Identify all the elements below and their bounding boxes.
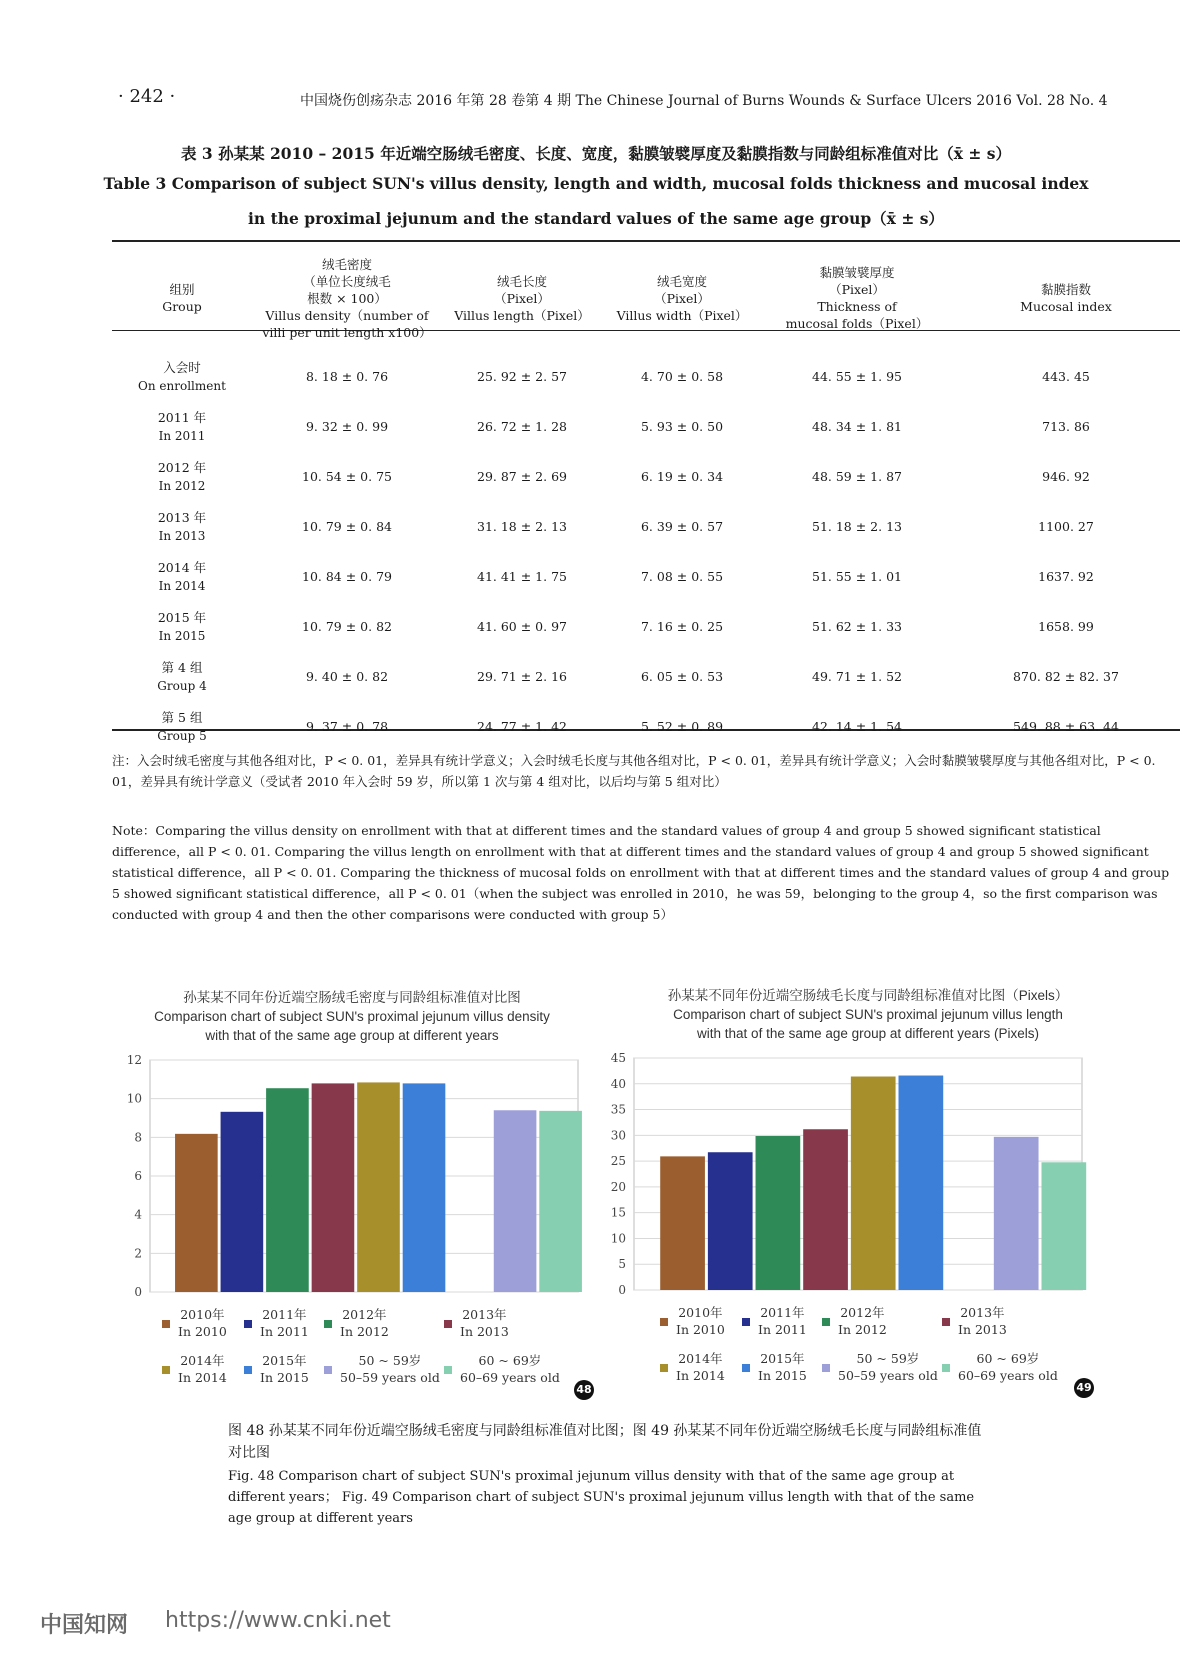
group-cn: 第 4 组	[161, 660, 203, 675]
group-cell	[112, 552, 252, 602]
column-header-line: Villus length（Pixel）	[454, 307, 590, 323]
chart49-ytick-label: 45	[610, 1051, 626, 1065]
chart49-legend-label-cn: 2011年	[760, 1305, 805, 1320]
value-cell-thickness: 44. 55 ± 1. 95	[812, 369, 902, 384]
value-cell-thickness: 48. 59 ± 1. 87	[812, 469, 902, 484]
group-cn: 2014 年	[157, 560, 207, 575]
chart49-plot	[596, 1048, 1096, 1328]
value-cell-width: 7. 16 ± 0. 25	[640, 619, 724, 634]
chart49-ytick-label: 5	[618, 1257, 626, 1272]
value-cell-density: 9. 37 ± 0. 78	[305, 719, 389, 734]
table-title-en-line2: in the proximal jejunum and the standard values of the same age group（x̄ ± s）	[248, 209, 944, 228]
chart48-legend-label-en: In 2013	[460, 1324, 509, 1339]
value-cell-thickness: 51. 18 ± 2. 13	[812, 519, 902, 534]
value-cell-width: 6. 19 ± 0. 34	[640, 469, 724, 484]
group-cell	[112, 452, 252, 502]
chart49-legend-label-cn: 2012年	[840, 1305, 885, 1320]
chart49-legend-label	[758, 1350, 807, 1384]
chart49-legend-label-en: In 2015	[758, 1368, 807, 1383]
column-header-3	[602, 244, 762, 352]
value-cell-width: 5. 52 ± 0. 89	[640, 719, 724, 734]
value-cell-length: 41. 41 ± 1. 75	[477, 569, 567, 584]
value-cell-thickness: 51. 62 ± 1. 33	[812, 619, 902, 634]
group-en: On enrollment	[138, 379, 226, 393]
chart48-legend-swatch	[244, 1320, 252, 1328]
group-cell	[112, 602, 252, 652]
table-row	[112, 602, 1180, 652]
chart48-title-en-1: Comparison chart of subject SUN's proximal jejunum villus density	[154, 1009, 550, 1024]
value-cell-thickness: 42. 14 ± 1. 54	[812, 719, 902, 734]
chart49-legend-label-en: In 2011	[758, 1322, 807, 1337]
chart49-ytick-label: 0	[618, 1283, 626, 1297]
column-header-line: 黏膜皱襞厚度	[819, 265, 895, 280]
chart49-legend-swatch	[942, 1318, 950, 1326]
chart48-legend-label-cn: 2012年	[342, 1307, 387, 1322]
table-row	[112, 502, 1180, 552]
watermark-url[interactable]: https://www.cnki.net	[165, 1608, 391, 1633]
chart49-legend-label	[838, 1304, 887, 1338]
group-cell	[112, 502, 252, 552]
chart48-legend-label-en: In 2011	[260, 1324, 309, 1339]
chart48-legend-label-en: 50–59 years old	[340, 1370, 440, 1385]
value-cell-index: 549. 88 ± 63. 44	[1013, 719, 1119, 734]
value-cell-width: 4. 70 ± 0. 58	[640, 369, 724, 384]
chart48-title-cn: 孙某某不同年份近端空肠绒毛密度与同龄组标准值对比图	[183, 990, 521, 1005]
group-cn: 第 5 组	[161, 710, 203, 725]
column-header-line: 绒毛宽度	[656, 273, 707, 289]
column-header-line: villi per unit length x100）	[262, 324, 432, 340]
chart48-bar	[403, 1083, 446, 1292]
chart48-legend-swatch	[162, 1366, 170, 1374]
chart48-badge: 48	[574, 1380, 594, 1400]
column-header-line: （Pixel）	[494, 290, 550, 306]
chart48-title-en-2: with that of the same age group at different years	[205, 1028, 499, 1043]
chart48-ytick-label: 6	[134, 1169, 142, 1183]
group-en: Group 4	[157, 679, 207, 693]
chart48-legend-label-cn: 2011年	[262, 1307, 307, 1322]
chart48-legend-swatch	[444, 1366, 452, 1374]
figure-caption-en: Fig. 48 Comparison chart of subject SUN's proximal jejunum villus density with that of the same age group at different years； Fig. 49 Comparison chart of subject SUN's proximal jejunum villus length with that of the same age group at different years	[228, 1469, 975, 1526]
chart49-legend-label-cn: 50 ~ 59岁	[856, 1351, 920, 1366]
chart48-bar	[357, 1082, 400, 1292]
chart49-ytick-label: 30	[610, 1128, 626, 1143]
chart49-legend-label	[676, 1350, 725, 1384]
chart49-bar	[803, 1129, 848, 1290]
chart48-legend-label	[260, 1352, 309, 1386]
value-cell-density: 9. 40 ± 0. 82	[305, 669, 389, 684]
group-en: In 2012	[158, 479, 206, 493]
value-cell-length: 25. 92 ± 2. 57	[477, 369, 567, 384]
chart49-ytick-label: 15	[610, 1205, 626, 1220]
chart48-legend-label	[460, 1352, 560, 1386]
group-en: In 2014	[158, 579, 206, 593]
column-header-line: Villus width（Pixel）	[616, 307, 748, 323]
chart48-legend-label	[340, 1306, 389, 1340]
table-top-rule	[112, 240, 1180, 242]
column-header-1	[252, 244, 442, 352]
chart48-bar	[266, 1088, 309, 1292]
value-cell-index: 1637. 92	[1038, 569, 1094, 584]
column-header-2	[442, 244, 602, 352]
chart48-ytick-label: 2	[134, 1246, 142, 1261]
chart49-bar	[708, 1152, 753, 1290]
value-cell-length: 26. 72 ± 1. 28	[477, 419, 567, 434]
data-table	[112, 244, 1180, 752]
chart48-bar	[539, 1111, 582, 1292]
chart48-legend-swatch	[444, 1320, 452, 1328]
table-row	[112, 402, 1180, 452]
column-header-line: 绒毛长度	[496, 273, 547, 289]
value-cell-index: 443. 45	[1042, 369, 1090, 384]
table-row	[112, 452, 1180, 502]
column-header-line: （单位长度绒毛	[303, 273, 391, 289]
group-cn: 入会时	[163, 360, 201, 375]
chart48-legend-label-en: 60–69 years old	[460, 1370, 560, 1385]
chart48-legend-label-cn: 50 ~ 59岁	[358, 1353, 422, 1368]
group-cn: 2011 年	[157, 410, 207, 425]
column-header-line: 根数 × 100）	[307, 290, 387, 306]
table-title-en-line1: Table 3 Comparison of subject SUN's villus density, length and width, mucosal folds thickness and mucosal index	[103, 174, 1089, 193]
group-cell	[112, 402, 252, 452]
chart48-legend-label-cn: 2014年	[180, 1353, 225, 1368]
chart49-legend-swatch	[742, 1364, 750, 1372]
group-cell	[112, 352, 252, 402]
chart48-ytick-label: 0	[134, 1285, 142, 1299]
value-cell-thickness: 49. 71 ± 1. 52	[812, 669, 902, 684]
chart48-legend-label-cn: 2013年	[462, 1307, 507, 1322]
chart49-title-cn: 孙某某不同年份近端空肠绒毛长度与同龄组标准值对比图（Pixels）	[667, 988, 1069, 1003]
value-cell-density: 10. 84 ± 0. 79	[302, 569, 392, 584]
chart49-legend-label-en: In 2010	[676, 1322, 725, 1337]
chart48-legend-label-cn: 60 ~ 69岁	[478, 1353, 542, 1368]
value-cell-density: 10. 79 ± 0. 84	[302, 519, 392, 534]
chart48-bar	[312, 1083, 355, 1292]
chart49-badge: 49	[1074, 1378, 1094, 1398]
column-header-4	[762, 244, 952, 352]
chart49-legend-label	[838, 1350, 938, 1384]
chart49-bar	[1041, 1162, 1086, 1290]
chart49-ytick-label: 10	[610, 1231, 626, 1246]
chart48-legend-label	[340, 1352, 440, 1386]
chart48-legend-label-cn: 2010年	[180, 1307, 225, 1322]
chart49-legend-label	[676, 1304, 725, 1338]
value-cell-width: 7. 08 ± 0. 55	[640, 569, 724, 584]
table-row	[112, 552, 1180, 602]
chart49-legend-swatch	[942, 1364, 950, 1372]
chart49-legend-swatch	[822, 1364, 830, 1372]
chart49-title-en-1: Comparison chart of subject SUN's proximal jejunum villus length	[673, 1007, 1063, 1022]
value-cell-length: 29. 71 ± 2. 16	[477, 669, 567, 684]
chart49-bar	[756, 1136, 801, 1290]
chart49-ytick-label: 35	[610, 1102, 626, 1117]
chart49-legend-label-cn: 2010年	[678, 1305, 723, 1320]
group-en: In 2011	[158, 429, 206, 443]
chart49-legend-label-en: In 2013	[958, 1322, 1007, 1337]
table-row	[112, 702, 1180, 752]
figure-caption-cn: 图 48 孙某某不同年份近端空肠绒毛密度与同龄组标准值对比图；图 49 孙某某不同年份近端空肠绒毛长度与同龄组标准值对比图	[228, 1423, 982, 1461]
column-header-0	[112, 244, 252, 352]
chart48-legend-swatch	[244, 1366, 252, 1374]
table-note-en: Note：Comparing the villus density on enrollment with that at different times and the standard values of group 4 and group 5 showed significant statistical difference，all P < 0. 01. Comparing the villus length on enrollment with that at different times and the standard values of group 4 and group 5 showed significant statistical difference，all P < 0. 01. Comparing the thickness of mucosal folds on enrollment with that at different times and the standard values of group 4 and group 5 showed significant statistical difference，all P < 0. 01（when the subject was enrolled in 2010，he was 59，belonging to the group 4，so the first comparison was conducted with group 4 and then the other comparisons were conducted with group 5）	[112, 823, 1170, 922]
chart48-ytick-label: 10	[126, 1091, 142, 1106]
value-cell-thickness: 51. 55 ± 1. 01	[812, 569, 902, 584]
value-cell-length: 31. 18 ± 2. 13	[477, 519, 567, 534]
value-cell-length: 41. 60 ± 0. 97	[477, 619, 567, 634]
chart49-ytick-label: 40	[610, 1076, 626, 1091]
chart48-legend-label-en: In 2015	[260, 1370, 309, 1385]
chart49-legend-label	[758, 1304, 807, 1338]
chart48-legend-label-en: In 2012	[340, 1324, 389, 1339]
column-header-line: Thickness of	[817, 299, 897, 314]
chart48-ytick-label: 4	[134, 1207, 142, 1222]
chart48-title	[112, 988, 592, 1045]
chart48-bar	[494, 1110, 537, 1292]
chart49-legend-label-en: 50–59 years old	[838, 1368, 938, 1383]
value-cell-density: 9. 32 ± 0. 99	[305, 419, 389, 434]
value-cell-density: 8. 18 ± 0. 76	[305, 369, 389, 384]
chart49-legend-label-en: 60–69 years old	[958, 1368, 1058, 1383]
value-cell-thickness: 48. 34 ± 1. 81	[812, 419, 902, 434]
column-header-line: 组别	[169, 282, 195, 297]
chart49-legend-label	[958, 1304, 1007, 1338]
chart49-legend-swatch	[660, 1318, 668, 1326]
value-cell-index: 713. 86	[1042, 419, 1090, 434]
chart48-legend-swatch	[162, 1320, 170, 1328]
chart49-bar	[660, 1156, 705, 1290]
chart49-legend-label	[958, 1350, 1058, 1384]
page-number: · 242 ·	[118, 86, 176, 107]
group-cell	[112, 702, 252, 752]
chart48-legend-label-en: In 2010	[178, 1324, 227, 1339]
group-en: In 2013	[158, 529, 206, 543]
table-note-cn: 注：入会时绒毛密度与其他各组对比，P < 0. 01，差异具有统计学意义；入会时绒毛长度与其他各组对比，P < 0. 01，差异具有统计学意义；入会时黏膜皱襞厚度与其他各组对比，P < 0. 01，差异具有统计学意义（受试者 2010 年入会时 59 岁，所以第 1 次与第 4 组对比，以后均与第 5 组对比）	[112, 753, 1156, 789]
value-cell-index: 870. 82 ± 82. 37	[1013, 669, 1119, 684]
chart49-ytick-label: 25	[610, 1154, 626, 1169]
chart49-legend-label-en: In 2012	[838, 1322, 887, 1337]
table-header-row	[112, 244, 1180, 352]
chart49-legend-swatch	[742, 1318, 750, 1326]
chart49-bar	[851, 1077, 896, 1290]
chart48-bar	[221, 1112, 264, 1292]
chart49-title	[598, 986, 1138, 1043]
value-cell-width: 6. 39 ± 0. 57	[640, 519, 724, 534]
column-header-line: （Pixel）	[829, 282, 885, 297]
value-cell-index: 1658. 99	[1038, 619, 1094, 634]
column-header-line: （Pixel）	[654, 290, 710, 306]
chart49-legend-label-cn: 2015年	[760, 1351, 805, 1366]
group-cn: 2012 年	[157, 460, 207, 475]
chart49-legend-label-cn: 2014年	[678, 1351, 723, 1366]
chart49-legend-swatch	[660, 1364, 668, 1372]
chart48-legend-label	[178, 1306, 227, 1340]
chart49-legend-label-cn: 2013年	[960, 1305, 1005, 1320]
table-body	[112, 352, 1180, 752]
value-cell-length: 24. 77 ± 1. 42	[477, 719, 567, 734]
table-row	[112, 352, 1180, 402]
group-en: Group 5	[157, 729, 207, 743]
chart48-legend-swatch	[324, 1366, 332, 1374]
value-cell-density: 10. 79 ± 0. 82	[302, 619, 392, 634]
chart49-title-en-2: with that of the same age group at different years (Pixels)	[697, 1026, 1039, 1041]
chart49-legend-label-en: In 2014	[676, 1368, 725, 1383]
chart48-bar	[175, 1134, 218, 1292]
group-cn: 2013 年	[157, 510, 207, 525]
chart48-ytick-label: 8	[134, 1130, 142, 1145]
value-cell-index: 1100. 27	[1038, 519, 1094, 534]
chart49-ytick-label: 20	[610, 1179, 626, 1194]
column-header-line: Villus density（number of	[265, 307, 429, 323]
value-cell-width: 5. 93 ± 0. 50	[640, 419, 724, 434]
chart48-legend-label-cn: 2015年	[262, 1353, 307, 1368]
group-cn: 2015 年	[157, 610, 207, 625]
chart49-legend-label-cn: 60 ~ 69岁	[976, 1351, 1040, 1366]
value-cell-index: 946. 92	[1042, 469, 1090, 484]
chart48-plot	[112, 1050, 592, 1330]
chart48-legend-label	[178, 1352, 227, 1386]
chart49-legend-swatch	[822, 1318, 830, 1326]
chart48-ytick-label: 12	[126, 1053, 142, 1067]
column-header-line: 黏膜指数	[1040, 282, 1091, 297]
group-en: In 2015	[158, 629, 206, 643]
table-row	[112, 652, 1180, 702]
chart48-legend-label	[460, 1306, 509, 1340]
chart48-legend-label	[260, 1306, 309, 1340]
chart49-legend	[660, 1304, 1110, 1404]
column-header-5	[952, 244, 1180, 352]
watermark-logo-text: 中国知网	[40, 1613, 129, 1638]
chart48-legend-swatch	[324, 1320, 332, 1328]
value-cell-width: 6. 05 ± 0. 53	[640, 669, 724, 684]
value-cell-length: 29. 87 ± 2. 69	[477, 469, 567, 484]
column-header-line: mucosal folds（Pixel）	[785, 316, 929, 331]
group-cell	[112, 652, 252, 702]
column-header-line: Mucosal index	[1020, 299, 1112, 314]
chart49-bar	[994, 1137, 1039, 1290]
chart49-bar	[899, 1076, 944, 1290]
table-title-cn: 表 3 孙某某 2010 – 2015 年近端空肠绒毛密度、长度、宽度，黏膜皱襞厚度及黏膜指数与同龄组标准值对比（x̄ ± s）	[181, 144, 1011, 163]
running-header: 中国烧伤创疡杂志 2016 年第 28 卷第 4 期 The Chinese Journal of Burns Wounds & Surface Ulcers 2016 Vol. 28 No. 4	[300, 93, 1108, 109]
column-header-line: 绒毛密度	[321, 256, 372, 272]
value-cell-density: 10. 54 ± 0. 75	[302, 469, 392, 484]
chart48-legend-label-en: In 2014	[178, 1370, 227, 1385]
column-header-line: Group	[162, 299, 202, 314]
chart48-legend	[162, 1306, 612, 1406]
